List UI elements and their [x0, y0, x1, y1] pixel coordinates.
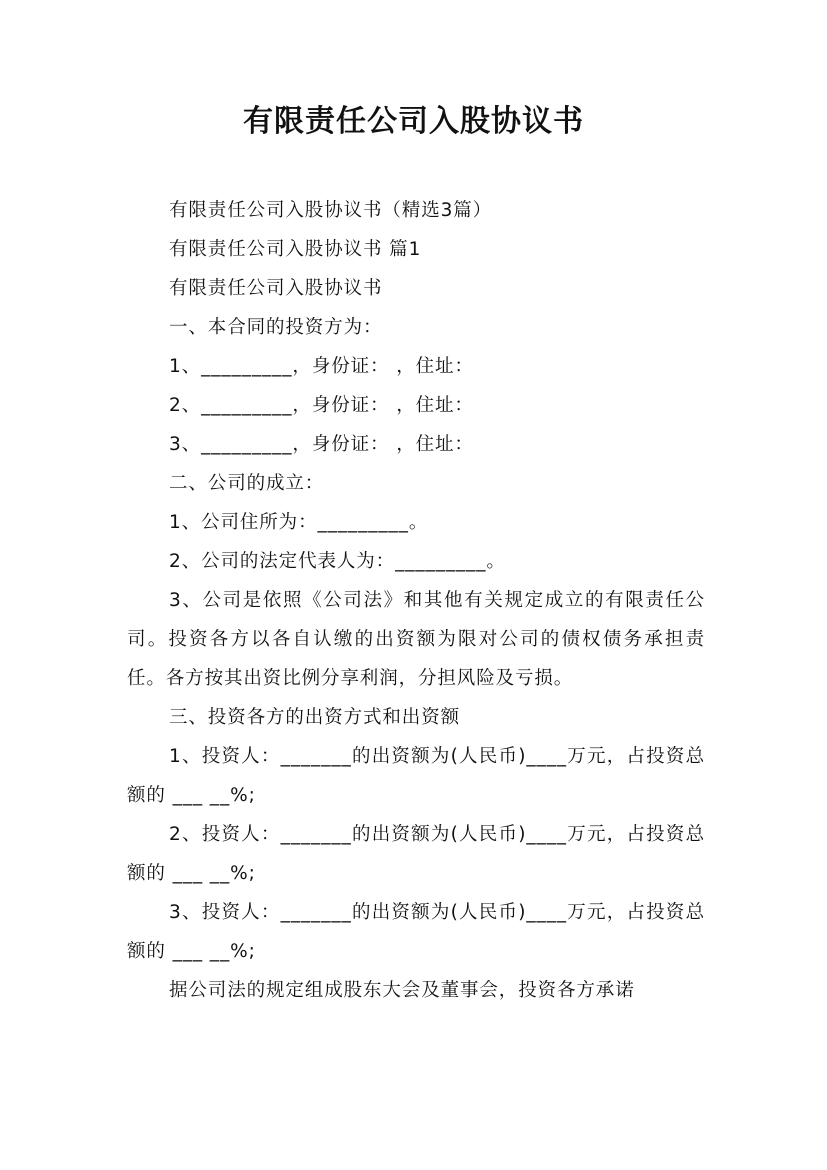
investor-line-1: 1、_________，身份证： ，住址：: [169, 356, 474, 377]
paragraph-collection-title: 有限责任公司入股协议书（精选3篇）: [169, 200, 493, 221]
paragraph-agreement-name: 有限责任公司入股协议书: [169, 278, 383, 299]
company-address-line: 1、公司住所为：_________。: [169, 512, 429, 533]
contribution-line-1: 1、投资人：_______的出资额为(人民币)____万元，占投资总额的 ___ __%;: [127, 746, 705, 806]
document-body: [127, 191, 705, 1010]
document-title: 有限责任公司入股协议书: [243, 104, 584, 139]
contribution-line-2: 2、投资人：_______的出资额为(人民币)____万元，占投资总额的 ___ __%;: [127, 824, 705, 884]
legal-representative-line: 2、公司的法定代表人为：_________。: [169, 551, 506, 572]
contribution-line-3: 3、投资人：_______的出资额为(人民币)____万元，占投资总额的 ___ __%;: [127, 902, 705, 962]
investor-line-3: 3、_________，身份证： ，住址：: [169, 434, 474, 455]
investor-line-2: 2、_________，身份证： ，住址：: [169, 395, 474, 416]
section-heading-investors: 一、本合同的投资方为：: [169, 317, 383, 338]
section-heading-establishment: 二、公司的成立：: [169, 473, 325, 494]
paragraph-article-heading: 有限责任公司入股协议书 篇1: [169, 239, 422, 260]
shareholders-board-paragraph: 据公司法的规定组成股东大会及董事会，投资各方承诺: [169, 980, 635, 1001]
company-liability-paragraph: 3、公司是依照《公司法》和其他有关规定成立的有限责任公司。投资各方以各自认缴的出资额为限对公司的债权债务承担责任。各方按其出资比例分享利润，分担风险及亏损。: [127, 590, 705, 689]
section-heading-contributions: 三、投资各方的出资方式和出资额: [169, 707, 461, 728]
